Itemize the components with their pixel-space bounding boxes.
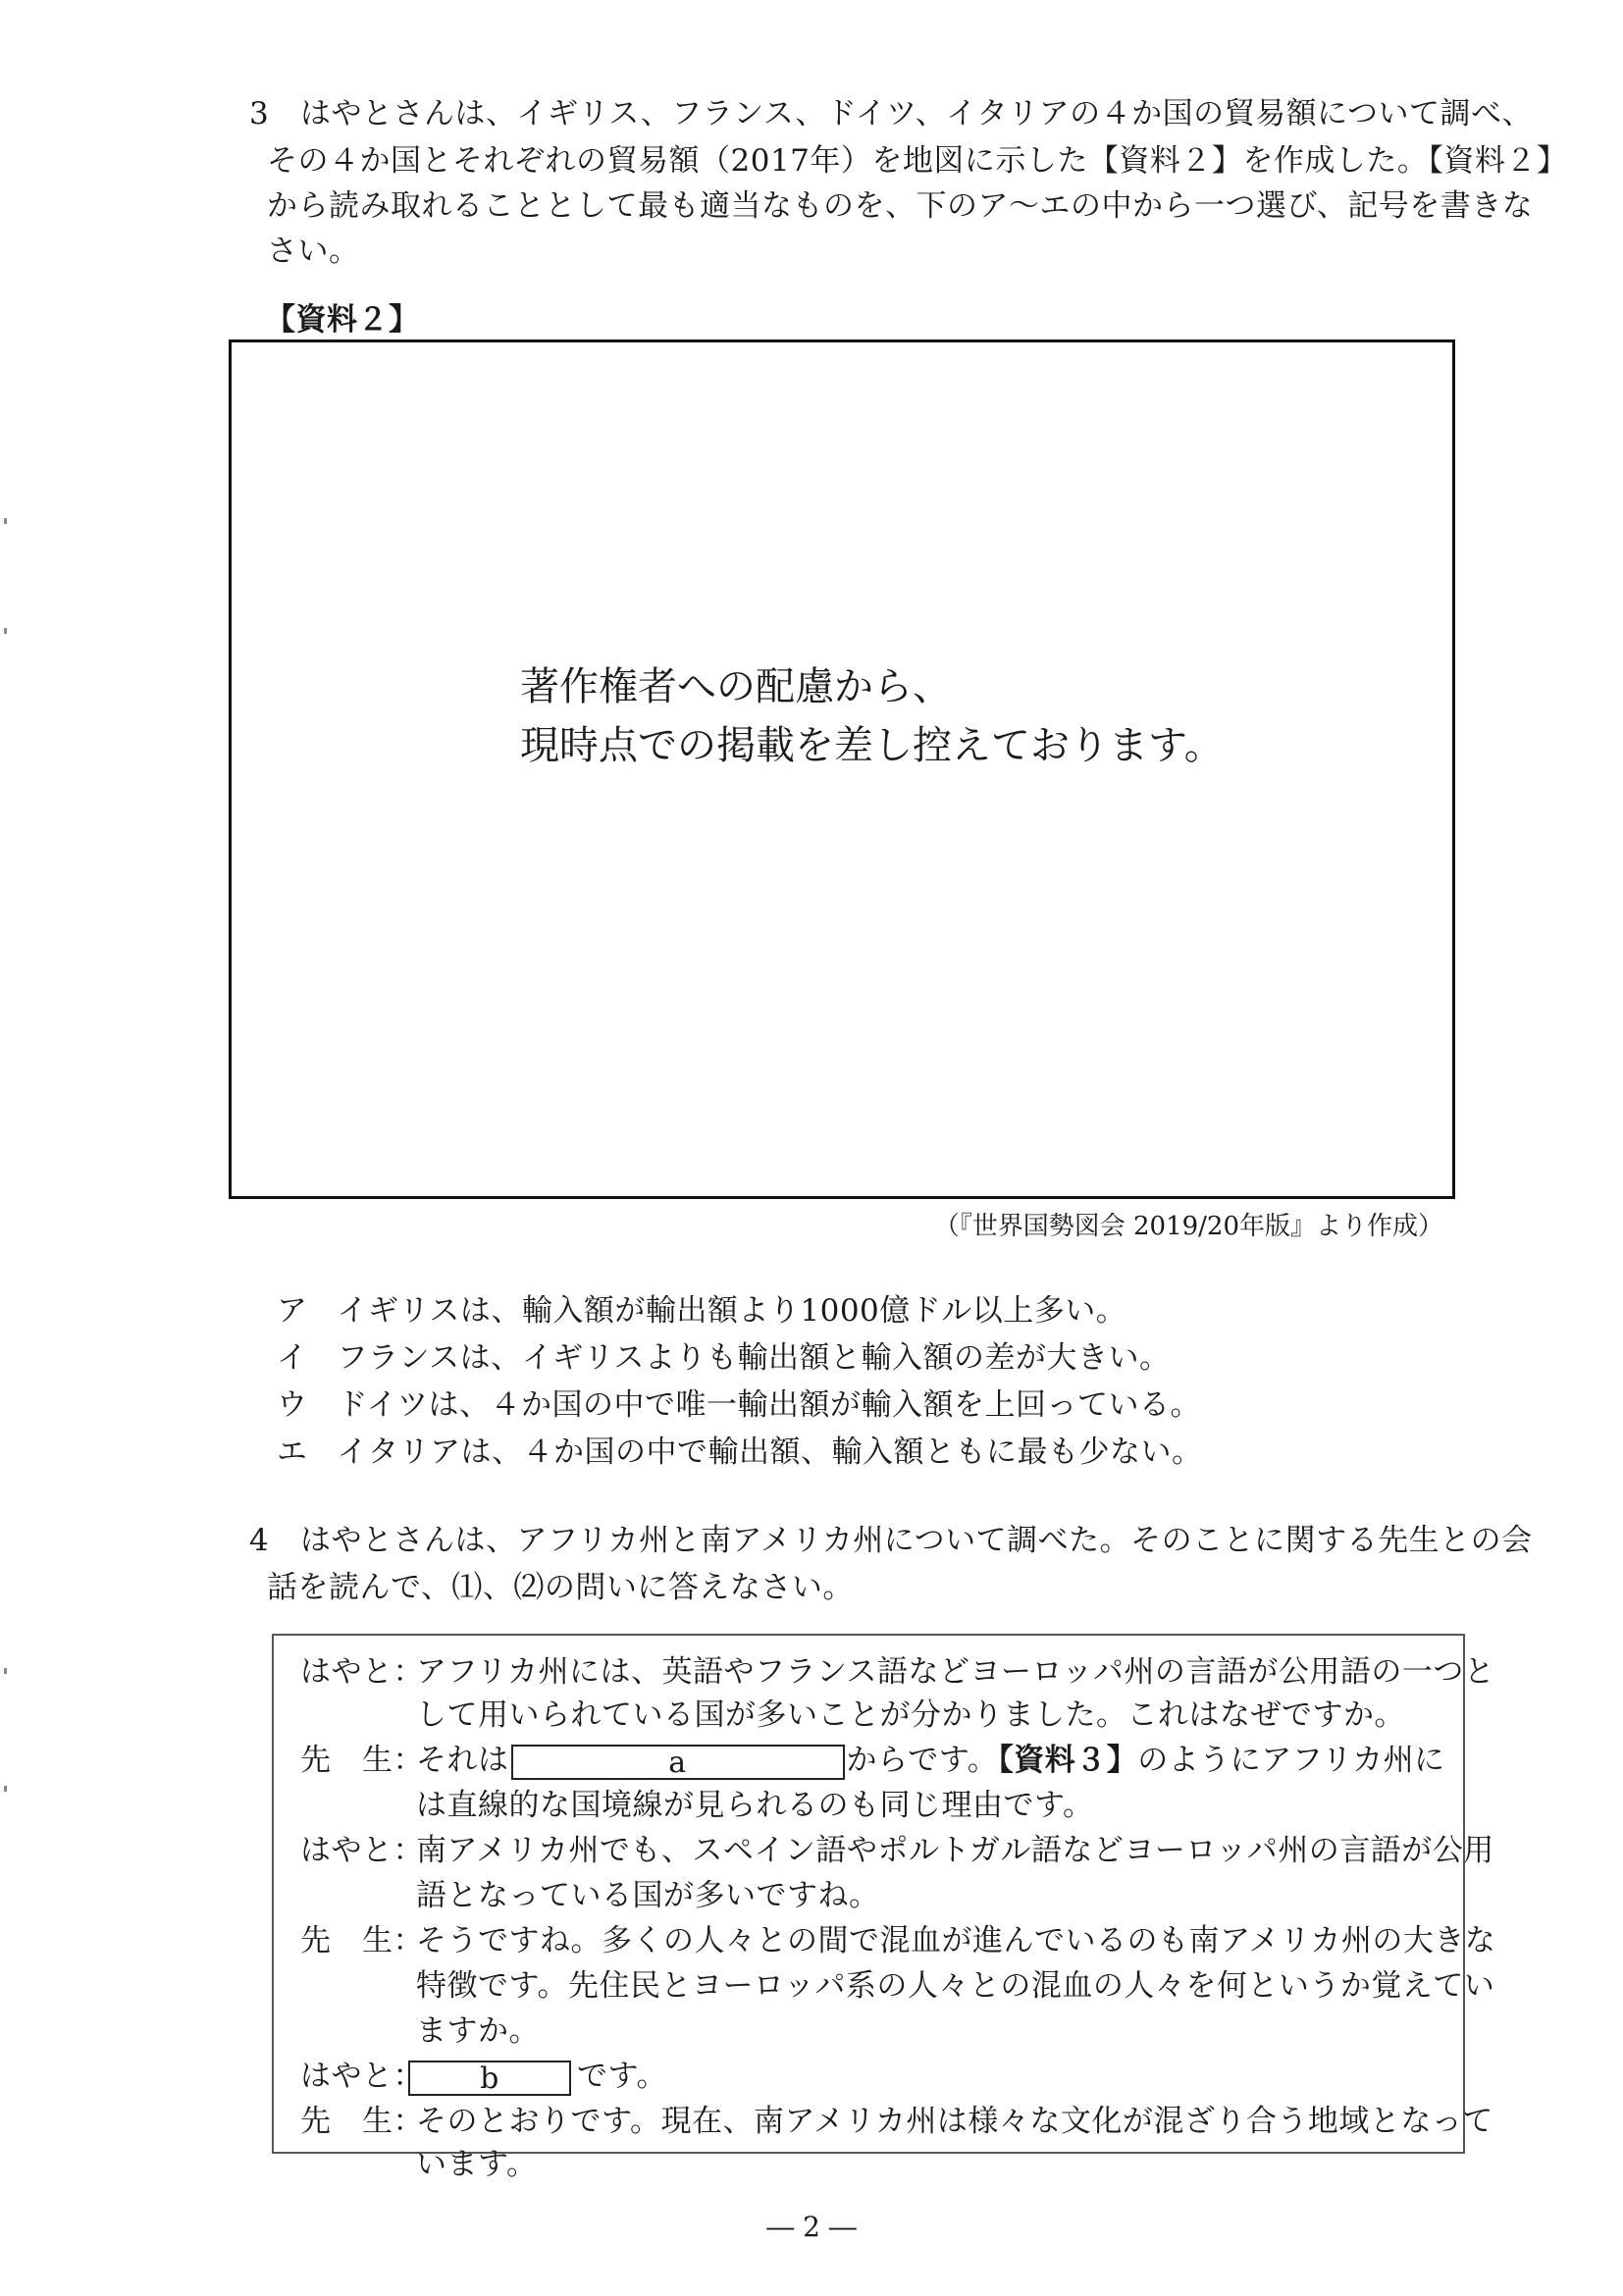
choice-u	[277, 1382, 1201, 1429]
question-3-line-3: から読み取れることとして最も適当なものを、下のア～エの中から一つ選び、記号を書きな	[267, 188, 1534, 224]
speaker-sensei: 先 生：	[300, 1743, 424, 1778]
choice-i	[277, 1334, 1170, 1382]
question-4-line-1: はやとさんは、アフリカ州と南アメリカ州について調べた。そのことに関する先生との会	[300, 1523, 1533, 1558]
choice-text: ドイツは、４か国の中で唯一輸出額が輸入額を上回っている。	[337, 1387, 1201, 1423]
figure-reference: 【資料３】	[998, 1743, 1138, 1778]
margin-mark	[4, 628, 7, 634]
dialog-line: して用いられている国が多いことが分かりました。これはなぜですか。	[416, 1697, 1405, 1733]
dialog-line	[300, 1917, 1495, 1964]
dialog-line: ますか。	[416, 2013, 540, 2049]
question-3-line-2	[267, 137, 1567, 184]
speaker-sensei: 先 生：	[300, 1923, 424, 1958]
choice-text: イタリアは、４か国の中で輸出額、輸入額ともに最も少ない。	[337, 1435, 1203, 1470]
choice-a	[277, 1287, 1126, 1334]
blank-a: a	[511, 1745, 845, 1780]
speaker-hayato: はやと：	[300, 1654, 424, 1690]
dialog-text: 南アメリカ州でも、スペイン語やポルトガル語などヨーロッパ州の言語が公用	[416, 1833, 1494, 1868]
notice-line-2: 現時点での掲載を差し控えております。	[520, 723, 1224, 768]
dialog-text: それは	[416, 1743, 509, 1778]
copyright-notice	[520, 657, 1224, 775]
speaker-sensei: 先 生：	[300, 2104, 424, 2139]
choice-mark: エ	[277, 1435, 308, 1470]
dialog-line	[300, 1827, 1494, 1874]
choice-e	[277, 1429, 1203, 1476]
blank-b: b	[408, 2061, 571, 2096]
question-3-line-2-text: その４か国とそれぞれの貿易額（2017年）を地図に示した【資料２】を作成した。【資料２】	[267, 143, 1568, 179]
figure-label: 【資料２】	[265, 302, 420, 338]
dialog-line	[300, 2053, 667, 2100]
choice-mark: ア	[277, 1293, 308, 1329]
question-3-line-4: さい。	[267, 234, 360, 269]
page-number: ― 2 ―	[766, 2211, 857, 2243]
margin-mark	[4, 1786, 7, 1792]
dialog-line	[300, 2098, 1493, 2145]
question-4-line-2: 話を読んで、⑴、⑵の問いに答えなさい。	[267, 1570, 854, 1605]
choice-text: フランスは、イギリスよりも輸出額と輸入額の差が大きい。	[337, 1340, 1171, 1376]
question-3-line-1: はやとさんは、イギリス、フランス、ドイツ、イタリアの４か国の貿易額について調べ、	[300, 96, 1533, 131]
dialog-text: です。	[577, 2059, 668, 2094]
question-4-number: 4	[249, 1523, 270, 1558]
choice-mark: イ	[277, 1340, 308, 1376]
dialog-text: からです。	[846, 1743, 999, 1778]
dialog-text: そうですね。多くの人々との間で混血が進んでいるのも南アメリカ州の大きな	[416, 1923, 1496, 1958]
choice-mark: ウ	[277, 1387, 308, 1423]
figure-source: （『世界国勢図会 2019/20年版』より作成）	[933, 1212, 1443, 1241]
dialog-line: 特徴です。先住民とヨーロッパ系の人々との混血の人々を何というか覚えてい	[416, 1968, 1495, 2004]
speaker-hayato: はやと：	[300, 1833, 424, 1868]
dialog-line: 語となっている国が多いですね。	[416, 1878, 880, 1913]
dialog-line: います。	[416, 2147, 538, 2182]
dialog-line: は直線的な国境線が見られるのも同じ理由です。	[416, 1788, 1094, 1823]
question-3-number: 3	[249, 96, 270, 131]
dialog-line	[300, 1648, 1494, 1696]
dialog-text: アフリカ州には、英語やフランス語などヨーロッパ州の言語が公用語の一つと	[416, 1654, 1495, 1690]
speaker-hayato: はやと：	[300, 2059, 424, 2094]
dialog-line	[300, 1737, 1445, 1784]
margin-mark	[4, 518, 7, 524]
margin-mark	[4, 1668, 7, 1674]
choice-text: イギリスは、輸入額が輸出額より1000億ドル以上多い。	[337, 1293, 1127, 1329]
notice-line-1: 著作権者への配慮から、	[520, 664, 952, 709]
dialog-text: のようにアフリカ州に	[1137, 1743, 1445, 1778]
dialog-text: そのとおりです。現在、南アメリカ州は様々な文化が混ざり合う地域となって	[416, 2104, 1493, 2139]
